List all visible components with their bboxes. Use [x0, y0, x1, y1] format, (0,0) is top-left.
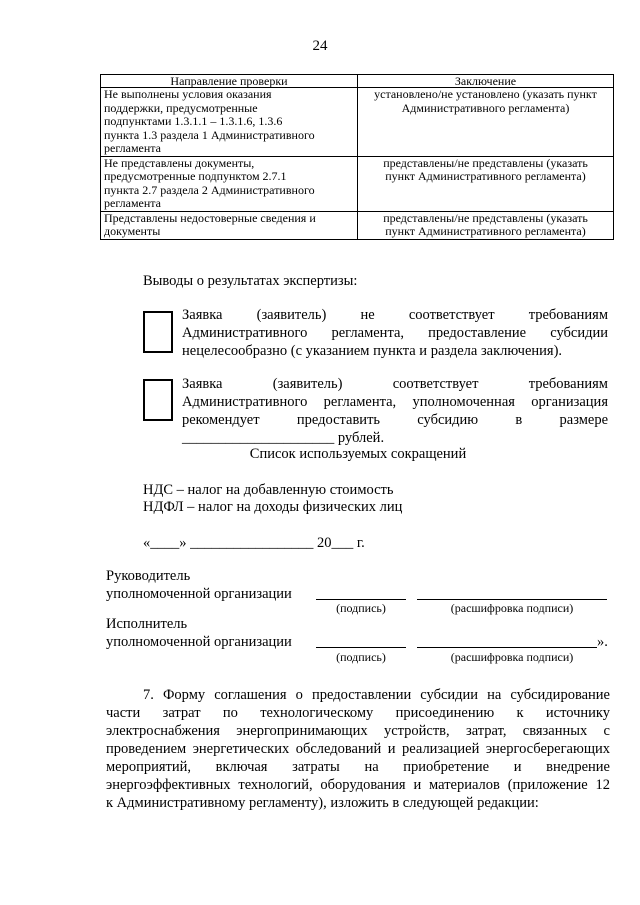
word: (заявитель) [256, 307, 327, 323]
cell-line: Представлены недостоверные сведения и [104, 210, 316, 225]
signer2-sign-caption: (подпись) [336, 650, 386, 664]
cell-line: регламента [104, 196, 162, 210]
signer1-sign-caption: (подпись) [336, 601, 386, 615]
table-cell-conclusion [358, 211, 614, 239]
word: требованиям [528, 307, 609, 323]
signer2-name-line[interactable] [417, 647, 597, 648]
option2-text [182, 375, 608, 447]
signer1-name-line[interactable] [417, 599, 607, 600]
cell-line: пункт Административного регламента) [385, 224, 586, 238]
word: субсидию [417, 412, 479, 428]
cell-line: подпунктами 1.3.1.1 – 1.3.1.6, 1.3.6 [104, 114, 283, 128]
cell-line: поддержки, предусмотренные [104, 100, 258, 115]
cell-line: документы [104, 224, 161, 238]
abbreviation-item: НДФЛ – налог на доходы физических лиц [143, 499, 403, 515]
table-row [101, 211, 614, 239]
option2-line3 [182, 411, 608, 429]
word: предоставить [296, 412, 381, 428]
option2-line1 [182, 375, 608, 393]
signer2-line-end: ». [597, 634, 608, 650]
word: Заявка [182, 307, 223, 323]
signer2-signature-line[interactable] [316, 647, 406, 648]
option1-checkbox[interactable] [143, 311, 173, 353]
check-table [100, 74, 614, 240]
table-cell-direction [101, 156, 358, 211]
cell-line: регламента [104, 141, 162, 155]
paragraph-line: энергоэффективных технологий, оборудования и материалов (приложение 12 [106, 777, 610, 793]
option2-checkbox[interactable] [143, 379, 173, 421]
table-cell-conclusion [358, 88, 614, 157]
signer1-name-caption: (расшифровка подписи) [450, 601, 574, 615]
word: Заявка [182, 376, 223, 392]
table-row [101, 156, 614, 211]
word: размере [559, 412, 609, 428]
cell-line: пункта 2.7 раздела 2 Административного [104, 182, 315, 197]
cell-line: Административного регламента) [401, 100, 570, 115]
signer1-title: Руководитель [106, 568, 191, 584]
option1-line1 [182, 306, 608, 324]
cell-line: представлены/не представлены (указать [383, 155, 588, 170]
signer2-title: Исполнитель [106, 616, 188, 632]
word: соответствует [392, 376, 479, 392]
table-cell-conclusion [358, 156, 614, 211]
signer1-signature-line[interactable] [316, 599, 406, 600]
date-line[interactable]: «____» _________________ 20___ г. [143, 535, 365, 551]
paragraph-line: проведением энергетических обследований и реализацией энергосберегающих [106, 741, 610, 757]
cell-line: пункт Административного регламента) [385, 169, 586, 183]
paragraph-line: части затрат по технологическому присоединению к источнику [106, 705, 610, 721]
cell-line: установлено/не установлено (указать пункт [374, 87, 597, 101]
paragraph-line: мероприятий, включая затраты на приобретение и внедрение [106, 759, 610, 775]
abbrev-heading: Список используемых сокращений [249, 446, 467, 462]
table-cell-direction [101, 88, 358, 157]
option1-line2: Административного регламента, предоставление субсидии [182, 325, 608, 341]
abbreviation-item: НДС – налог на добавленную стоимость [143, 482, 394, 498]
table-header-row [101, 75, 614, 88]
cell-line: представлены/не представлены (указать [383, 210, 588, 225]
cell-line: предусмотренные подпунктом 2.7.1 [104, 169, 287, 183]
word: в [515, 412, 523, 428]
signer2-title-org: уполномоченной организации [106, 634, 292, 650]
table-row [101, 88, 614, 157]
cell-line: Не представлены документы, [104, 155, 255, 170]
paragraph-7 [106, 686, 610, 812]
cell-line: пункта 1.3 раздела 1 Административного [104, 127, 315, 142]
word: рекомендует [182, 412, 260, 428]
word: (заявитель) [272, 376, 343, 392]
paragraph-line: электроснабжения энергопринимающих устройств, затрат, связанных с [106, 723, 610, 739]
page-number: 24 [312, 38, 328, 54]
word: соответствует [408, 307, 495, 323]
column-header-conclusion: Заключение [358, 75, 614, 88]
subsidy-amount-field[interactable]: _____________________ рублей. [182, 430, 385, 446]
column-header-direction: Направление проверки [101, 75, 358, 88]
signer1-title-org: уполномоченной организации [106, 586, 292, 602]
conclusions-heading: Выводы о результатах экспертизы: [143, 273, 358, 289]
table-cell-direction [101, 211, 358, 239]
cell-line: Не выполнены условия оказания [104, 87, 272, 101]
option1-line3: нецелесообразно (с указанием пункта и раздела заключения). [182, 343, 563, 359]
signer2-name-caption: (расшифровка подписи) [450, 650, 574, 664]
paragraph-line: к Административному регламенту), изложить в следующей редакции: [106, 795, 539, 811]
word: требованиям [528, 376, 608, 392]
option1-text [182, 306, 608, 360]
paragraph-line: 7. Форму соглашения о предоставлении субсидии на субсидирование [143, 687, 610, 703]
word: не [360, 307, 375, 323]
option2-line2: Административного регламента, уполномоченная организация [182, 394, 608, 410]
